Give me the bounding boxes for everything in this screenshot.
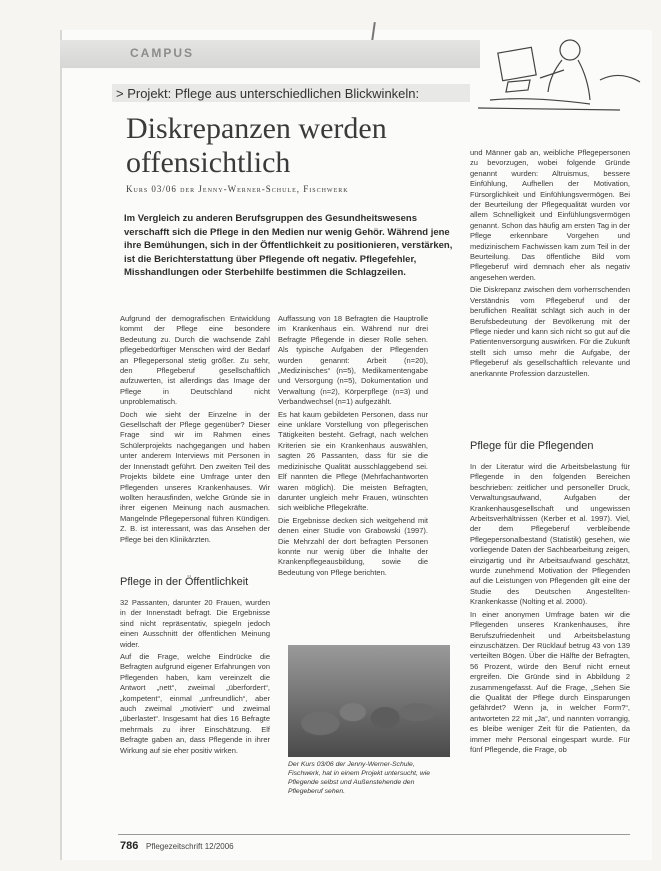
footer-divider <box>118 834 630 835</box>
paragraph: 32 Passanten, darunter 20 Frauen, wurden in der Innenstadt befragt. Die Ergebnisse sind nicht repräsentativ, spiegeln jedoch einen Ausschnitt der öffentlichen Meinung wider. <box>120 598 270 649</box>
article-lead: Im Vergleich zu anderen Berufsgruppen des Gesundheitswesens verschafft sich die Pflege in den Medien nur wenig Gehör. Während jene ihre Bemühungen, sich in der Öffentlichkeit zu positionieren, verstärken, ist die Berichterstattung über Pflegende oft negativ. Pflegefehler, Misshandlungen oder Sterbehilfe bestimmen die Schlagzeilen. <box>124 213 453 278</box>
photo-caption: Der Kurs 03/06 der Jenny-Werner-Schule, Fischwerk, hat in einem Projekt untersucht, wie Pflegende selbst und Außenstehende den Pflegeberuf sehen. <box>288 761 431 795</box>
article-title-line-2: offensichtlich <box>126 146 291 179</box>
journal-name: Pflegezeitschrift 12/2006 <box>146 842 234 851</box>
subheading-public: Pflege in der Öffentlichkeit <box>120 576 249 588</box>
section-bar <box>60 40 480 68</box>
paragraph: Aufgrund der demografischen Entwicklung kommt der Pflege eine besondere Bedeutung zu. Durch die wachsende Zahl pflegebedürftiger Menschen wird der Bedarf an Pflegepersonal stetig größer. Zu sehr, den Pflegeberuf gesellschaftlich aufzuwerten, ist allerdings das Image der Pflege in Deutschland nicht unproblematisch. <box>120 314 270 407</box>
paragraph: Doch wie sieht der Einzelne in der Gesellschaft der Pflege gegenüber? Dieser Frage sind wir im Rahmen eines Schülerprojekts nachgegangen und haben unter anderem Interviews mit Personen in der Innenstadt geführt. Den zweiten Teil des Projekts bildete eine Umfrage unter den Pflegenden unseres Krankenhauses. Wir wollten herausfinden, welche Gründe sie in ihrer eigenen Meinung nach ausmachen. Mangelnde Pflegepersonal führen Kündigen. Z. B. ist interessant, was das Ansehen der Pflege bei den Klinikärzten. <box>120 409 270 544</box>
paragraph: Es hat kaum gebildeten Personen, dass nur eine unklare Vorstellung von pflegerischen Tätigkeiten besteht. Gefragt, nach welchen Kriterien sie ein Krankenhaus auswählen, sagten 26 Passanten, dass für sie die medizinische Qualität ausschlaggebend sei. Elf nannten die Pflege (Mehrfachantworten waren möglich). Die meisten Befragten, darunter ungleich mehr Frauen, wünschten sich weibliche Pflegekräfte. <box>278 409 428 513</box>
body-column-1 <box>120 314 270 564</box>
body-column-3 <box>470 148 630 418</box>
group-photo <box>288 645 450 757</box>
paragraph: Die Diskrepanz zwischen dem vorherrschenden Verständnis vom Pflegeberuf und der beruflichen Realität schlägt sich auch in der Berufsbedeutung der Bevölkerung mit der Pflege nieder und kann sich nicht so gut auf die Patientenversorgung auswirken. Für die Zukunft stellt sich umso mehr die Aufgabe, der Pflegeberuf als gesellschaftlich relevante und anerkannte Profession darzustellen. <box>470 285 630 378</box>
paragraph: In der Literatur wird die Arbeitsbelastung für Pflegende in den folgenden Bereichen beschrieben: zeitlicher und personeller Druck, Verwaltungsaufwand, Aufgaben der Krankenhausgesellschaft und ungewissen Arbeitsverhältnissen (Kerber et al. 1997). Viel, der dem Pflegeberuf verbleibende Pflegepersonalbestand (Statistik) gesehen, wie vorliegende Daten der Sachbearbeitung zeigen, einzigartig und ihr Arbeitsaufwand geschätzt, wurde zunehmend Motivation der Pflegenden auf die Leistungen von Pflegenden gilt eine der Studie des Deutschen Angestellten-Krankenkasse (Nolting et al. 2000). <box>470 462 630 607</box>
body-column-2 <box>278 314 428 644</box>
page-number: 786 <box>120 840 139 852</box>
body-column-1-continued <box>120 598 270 776</box>
illustration-person-at-computer <box>470 20 650 130</box>
paragraph: In einer anonymen Umfrage baten wir die Pflegenden unseres Krankenhauses, ihre Berufszufriedenheit und Arbeitsbelastung einzuschätzen. Der Rücklauf betrug 43 von 139 verteilten Bögen. Über die Hälfte der Befragten, 56 Prozent, würde den Beruf nicht erneut ergreifen. Die Gründe sind in Abbildung 2 zusammengefasst. Auf die Frage, „Sehen Sie die Qualität der Pflege durch Einsparungen gefährdet? Wenn ja, in welcher Form?“, antworteten 22 mit „Ja“, und nannten vorrangig, es bleibe weniger Zeit für die Patienten, da immer mehr Personal eingespart wurde. Für fünf Pflegende, die Frage, ob <box>470 609 630 754</box>
paragraph: Die Ergebnisse decken sich weitgehend mit denen einer Studie von Grabowski (1997). Die Mehrzahl der dort befragten Personen konnte nur wenig über die Inhalte der Krankenpflegeausbildung, sowie die Bedeutung von Pflege berichten. <box>278 515 428 577</box>
body-column-3-continued <box>470 462 630 860</box>
article-byline: Kurs 03/06 der Jenny-Werner-Schule, Fischwerk <box>126 184 349 194</box>
article-title-line-1: Diskrepanzen werden <box>126 112 387 145</box>
subheading-caregivers: Pflege für die Pflegenden <box>470 440 594 452</box>
article-kicker: > Projekt: Pflege aus unterschiedlichen Blickwinkeln: <box>116 86 420 101</box>
section-label: CAMPUS <box>130 46 195 60</box>
paragraph: Auf die Frage, welche Eindrücke die Befragten aufgrund eigener Erfahrungen von Pflegenden haben, kam vereinzelt die Antwort „nett“, zweimal „überfordert“, „kompetent“, einmal „unfreundlich“, aber auch zweimal „motiviert“ und zweimal „überlastet“. Insgesamt hat dies 16 Befragte mehrmals zu ihrer Einschätzung. Elf Befragte gaben an, dass Pflegende in ihrer Wirkung auf sie eher positiv wirken. <box>120 652 270 755</box>
paragraph: und Männer gab an, weibliche Pflegepersonen zu bevorzugen, wobei folgende Gründe genannt wurden: Altruismus, bessere Einfühlung, Aufhellen der Motivation, Fürsorglichkeit und Einfühlungsvermögen. Bei der Beurteilung der Pflegequalität wurden vor allem Schnelligkeit und Einfühlungsvermögen genannt. Schon das häufig am ersten Tag in der Pflege erkennbare Vorgehen und medizinischem Fachwissen kam zum Teil in der Beurteilung. Das öffentliche Bild vom Pflegeberuf wird demnach eher als negativ angesehen werden. <box>470 148 630 282</box>
paragraph: Auffassung von 18 Befragten die Hauptrolle im Krankenhaus ein. Während nur drei Befragte Pflegende in dieser Rolle sehen. Als typische Aufgaben der Pflegenden wurden genannt: Arbeit (n=20), „Medizinisches“ (n=5), Medikamentengabe und Versorgung (n=5), Dokumentation und Verwaltung (n=2), Körperpflege (n=3) und Verbandwechsel (n=1) aufgezählt. <box>278 314 428 407</box>
